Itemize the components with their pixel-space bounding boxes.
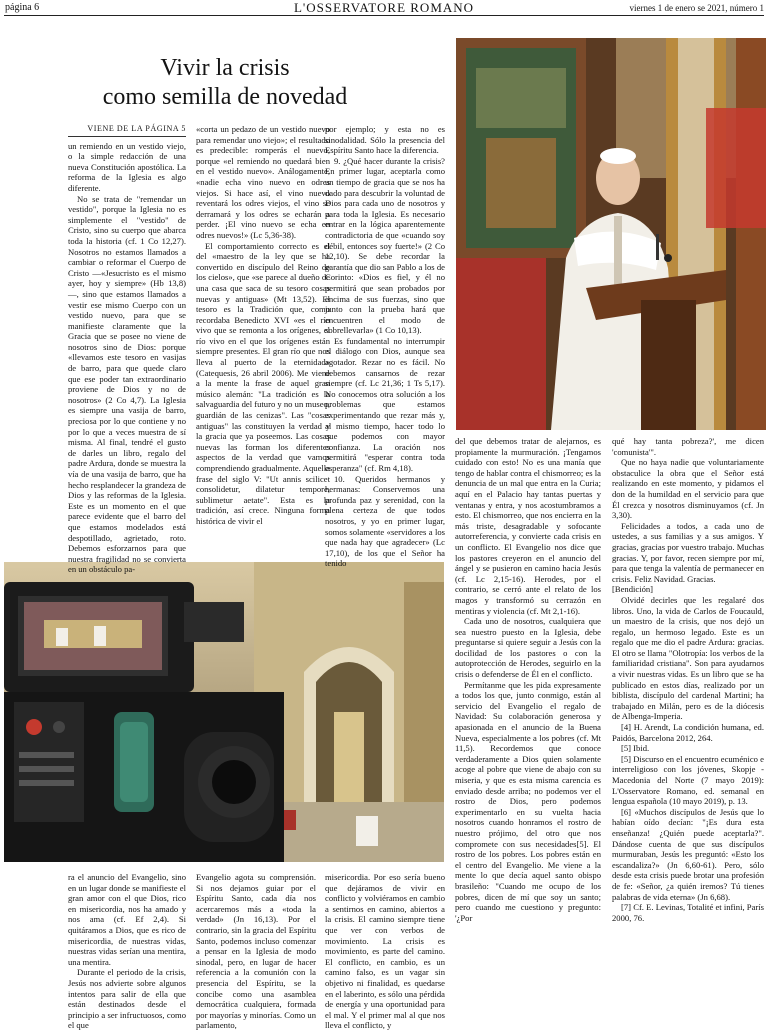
issue-date: viernes 1 de enero se 2021, número 1 [629,3,764,13]
paragraph: Evangelio agota su comprensión. Si nos dejamos guiar por el Espíritu Santo, cada día nos acercaremos más a «toda la verdad» (Jn 16,13). Por el contrario, sin la gracia del Espíritu Santo, podemos incluso comenzar a pensar en la Iglesia de modo sinodal, pero, en lugar de hacer referencia a la comunión con la presencia del Espíritu, se la concibe como una asamblea democrática cualquiera, formada por mayorías y minorías. Como un parlamento, [196,872,316,1031]
paragraph: un remiendo en un vestido viejo, o la simple redacción de una nueva Constitución apostólica. La reforma de la Iglesia es algo diferente. [68,140,186,193]
camera-photo [4,562,444,862]
title-line-1: Vivir la crisis [160,55,290,81]
continued-from-label: VIENE DE LA PÁGINA 5 [68,124,186,137]
paragraph: Cada uno de nosotros, cualquiera que sea nuestro puesto en la Iglesia, debe preguntarse si quiere seguir a Jesús con la docilidad de los pastores o con la autoprotección de Herodes, seguirlo en la crisis o defenderse de Él en el conflicto. [455,616,601,680]
header-rule [4,15,764,16]
column-2-top [196,124,330,558]
footnote: [5] Discurso en el encuentro ecuménico e interreligioso con los jóvenes, Skopje - Macedonia del Norte (7 mayo 2019): L'Osservatore Romano, ed. semanal en lengua española (10 mayo 2019), p. 13. [612,753,764,807]
paragraph: por ejemplo; y esta no es sinodalidad. Sólo la presencia del Espíritu Santo hace la diferencia. [325,124,445,156]
paragraph: Olvidé decirles que les regalaré dos libros. Uno, la vida de Carlos de Foucauld, un maestro de la crisis, que nos dejó un regalo, un hermoso legado. Este es un regalo que me dio el padre Ardura: gracias. El otro se llama "Olotropía: los verbos de la familiaridad cristiana". Son para ayudarnos a vivir nuestras vidas. Es un libro que se ha publicado en estos días, realizado por un biblista, discípulo del cardenal Martini; ha trabajado en Milán, pero es de la diócesis de Albenga-Imperia. [612,594,764,722]
paragraph: Es fundamental no interrumpir el diálogo con Dios, aunque sea agotador. Rezar no es fácil. No debemos cansarnos de rezar siempre (cf. Lc 21,36; 1 Ts 5,17). No conocemos otra solución a los problemas que estamos experimentando que rezar más y, al mismo tiempo, hacer todo lo que podemos con mayor confianza. La oración nos permitirá "esperar contra toda esperanza" (cf. Rm 4,18). [325,335,445,473]
column-2-bottom [196,872,316,1031]
column-1-bottom [68,872,186,1031]
paragraph: del que debemos tratar de alejarnos, es propiamente la murmuración. ¡Tengamos cuidado con esto! No es una manía que tengo de hablar contra el chismorreo; es la denuncia de un mal que entra en la Curia; aquí en el Palacio hay tantas puertas y ventanas y entra, y nos acostumbramos a esto. El chismorreo, que nos encierra en la más triste, desagradable y sofocante autorreferencia, y convierte cada crisis en un conflicto. El Evangelio nos dice que los pastores creyeron en el anuncio del ángel y se pusieron en camino hacia Jesús (cf. Lc 2,15-16). Herodes, por el contrario, se cerró ante el relato de los magos y transformó su cerrazón en mentiras y violencia (cf. Mt 2,1-16). [455,436,601,616]
paragraph: El comportamiento correcto es el del «maestro de la ley que se ha convertido en discípulo del Reino de los cielos», que «se parece al dueño de una casa que saca de su tesoro cosas nuevas y antiguas» (Mt 13,52). El tesoro es la Tradición que, como recordaba Benedicto XVI «es el río vivo que se remonta a los orígenes, el río vivo en el que los orígenes están siempre presentes. El gran río que nos lleva al puerto de la eternidad» (Catequesis, 26 abril 2006). Me viene a la mente la frase de aquel gran músico alemán: "La tradición es la salvaguardia del futuro y no un museo, guardián de las cenizas". Las "cosas antiguas" las constituyen la verdad y la gracia que ya poseemos. Las cosas nuevas las forman los diferentes aspectos de la verdad que vamos comprendiendo gradualmente. Aquella frase del siglo V: "Ut annis scilicet consolidetur, dilatetur tempore, sublimetur aetate". Esta es la tradición, así crece. Ninguna forma histórica de vivir el [196,240,330,526]
paragraph: qué hay tanta pobreza?', me dicen 'comunista'". [612,436,764,457]
paragraph: «corta un pedazo de un vestido nuevo para remendar uno viejo»; el resultado es predecible: romperás el nuevo, porque «el remiendo no quedará bien en el vestido nuevo». Análogamente, «nadie echa vino nuevo en odres viejos. Si hace así, el vino nuevo reventará los odres viejos, el vino se derramará y los odres se echarán a perder. ¡El vino nuevo se echa en odres nuevos!» (Lc 5,36-38). [196,124,330,240]
title-line-2: como semilla de novedad [102,84,348,110]
column-5 [612,436,764,1020]
paragraph: Felicidades a todos, a cada uno de ustedes, a sus familias y a sus amigos. Y gracias, gracias por vuestro trabajo. Muchas gracias. Y, por favor, recen siempre por mí, para que tenga la valentía de permanecer en crisis. Feliz Navidad. Gracias. [612,520,764,584]
page-number: página 6 [5,2,40,13]
paragraph: 9. ¿Qué hacer durante la crisis? En primer lugar, aceptarla como un tiempo de gracia que se nos ha dado para descubrir la voluntad de Dios para cada uno de nosotros y para toda la Iglesia. Es necesario entrar en la lógica aparentemente contradictoria de que «cuando soy débil, entonces soy fuerte!» (2 Co 12,10). Se debe recordar la garantía que dio san Pablo a los de Corinto: «Dios es fiel, y él no permitirá que sean probados por encima de sus fuerzas, sino que junto con la prueba hará que encuentren el modo de sobrellevarla» (1 Co 10,13). [325,155,445,336]
column-1-top [68,124,186,575]
footnote: [4] H. Arendt, La condición humana, ed. Paidós, Barcelona 2012, 264. [612,722,764,743]
paragraph: 10. Queridos hermanos y hermanas: Conservemos una profunda paz y serenidad, con la plena certeza de que todos nosotros, y yo en primer lugar, somos solamente «servidores a los que nada hay que agradecer» (Lc 17,10), de los que el Señor ha tenido [325,473,445,569]
footnote: [7] Cf. E. Levinas, Totalité et infini, París 2000, 76. [612,902,764,923]
footnote: [5] Ibid. [621,743,650,754]
column-4 [455,436,601,1020]
article-title [66,54,384,112]
paragraph: Que no haya nadie que voluntariamente obstaculice la obra que el Señor está realizando en este momento, y pidamos el don de la humildad en el servicio para que Él crezca y nosotros disminuyamos (cf. Jn 3,30). [612,457,764,521]
pope-at-lectern-image [456,38,766,430]
newspaper-name: L'OSSERVATORE ROMANO [293,0,475,15]
blessing-note: [Bendición] [612,584,654,595]
paragraph: No se trata de "remendar un vestido", porque la Iglesia no es simplemente el "vestido" de Cristo, sino su cuerpo que abarca toda la historia (cf. 1 Co 12,27). Nosotros no estamos llamados a cambiar o reformar el Cuerpo de Cristo —«Jesucristo es el mismo ayer, hoy y siempre» (Hb 13,8)—, sino que estamos llamados a vestir ese mismo Cuerpo con un vestido nuevo, para que se manifieste claramente que la Gracia que se posee no viene de nosotros sino de Dios: porque «llevamos este tesoro en vasijas de barro, para que quede claro que ese poder tan extraordinario proviene de Dios y no de nosotros» (2 Co 4,7). La Iglesia es siempre una vasija de barro, preciosa por lo que contiene y no por lo que a veces muestra de sí misma. Al final, tendré el gusto de darles un libro, regalo del padre Ardura, donde se muestra la vía de una vasija de barro, que ha hecho resplandecer la grandeza de Dios y las reformas de la Iglesia. Este es un momento en el que parece evidente que el barro del que estamos modelados está despotillado, agrietado, roto. Debemos esforzarnos para que nuestra fragilidad no se convierta en un obstáculo pa- [68,193,186,575]
pope-photo [456,38,766,430]
column-3-bottom [325,872,445,1031]
paragraph: Durante el periodo de la crisis, Jesús nos advierte sobre algunos intentos para salir de ella que están destinados desde el principio a ser infructuosos, como el que [68,967,186,1031]
tv-camera-in-hall-image [4,562,444,862]
paragraph: ra el anuncio del Evangelio, sino en un lugar donde se manifieste el gran amor con el que Dios, rico en misericordia, nos ha amado y nos ama (cf. Ef 2,4). Si quitáramos a Dios, que es rico de misericordia, de nuestras vidas, nuestras vidas serían una mentira, una mentira. [68,872,186,967]
paragraph: misericordia. Por eso sería bueno que dejáramos de vivir en conflicto y volviéramos en cambio a sentirnos en camino, abiertos a la crisis. El camino siempre tiene que ver con verbos de movimiento. La crisis es movimiento, es parte del camino. El conflicto, en cambio, es un camino falso, es un vagar sin objetivo ni finalidad, es quedarse en el laberinto, es sólo una pérdida de energía y una oportunidad para el mal. Y el primer mal al que nos lleva el conflicto, y [325,872,445,1031]
paragraph: Permítanme que les pida expresamente a todos los que, junto conmigo, están al servicio del Evangelio el regalo de Navidad: Su colaboración generosa y apasionada en el anuncio de la Buena Nueva, especialmente a los pobres (cf. Mt 11,5). Recordemos que conoce verdaderamente a Dios quien solamente acoge al pobre que viene de abajo con su miseria, y que es esta misma carencia es enviado desde arriba; no podemos ver el rostro de Dios, pero podemos experimentarlo en su vuelta hacia nosotros cuando honramos el rostro de nuestro prójimo, del otro que nos compromete con sus necesidades[5]. El rostro de los pobres. Los pobres están en el centro del Evangelio. Me viene a la mente lo que decía aquel santo obispo brasileño: "Cuando me ocupo de los pobres, dicen de mí que soy un santo; pero cuando me cuestiono y pregunto: '¿Por [455,679,601,923]
column-3-top [325,124,445,569]
footnote: [6] «Muchos discípulos de Jesús que lo habían oído decían: "¡Es dura esta enseñanza! ¿Quién puede aceptarla?". Dándose cuenta de que sus discípulos murmuraban, Jesús les preguntó: «Esto los escandaliza?» (Jn 6,60-61). Pero, sólo desde esta crisis puede brotar una profesión de fe: «Señor, ¿a quién iremos? Tú tienes palabras de vida eterna» (Jn 6,68). [612,806,764,902]
